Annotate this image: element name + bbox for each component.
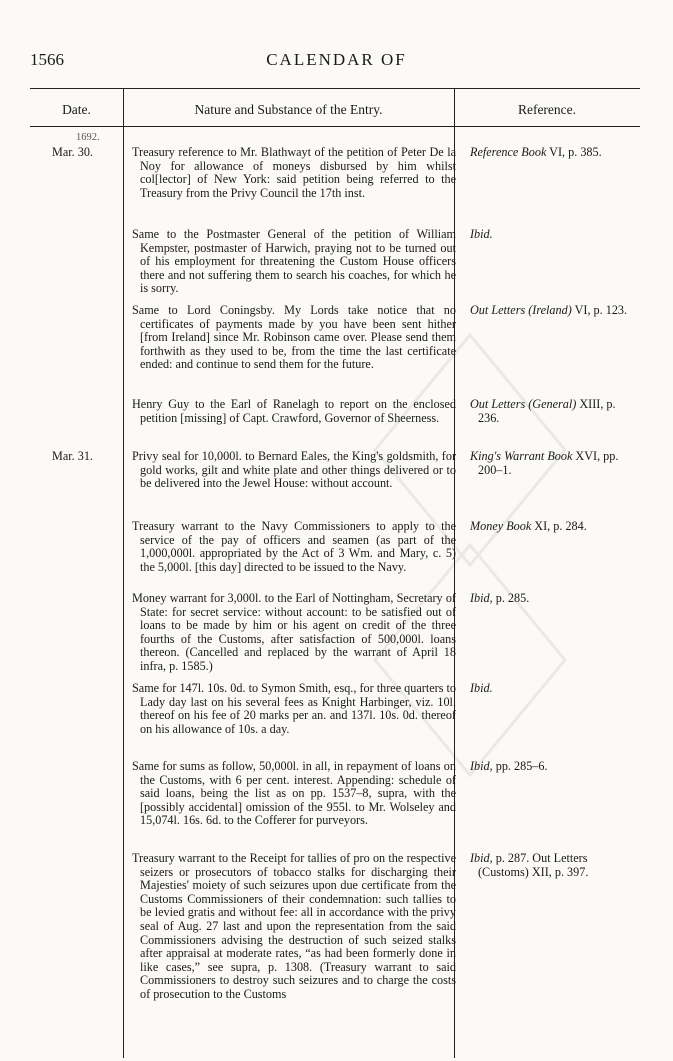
reference-source: Out Letters (Ireland): [470, 303, 572, 317]
calendar-table: [30, 88, 640, 1058]
entry-text: Henry Guy to the Earl of Ranelagh to report on the enclosed petition [missing] of Capt. Crawford, Governor of Sheerness.: [132, 397, 456, 425]
reference-location: , p. 287. Out Letters (Customs) XII, p. 397.: [478, 851, 589, 879]
reference-source: Ibid.: [470, 681, 493, 695]
page-title: CALENDAR OF: [266, 50, 407, 69]
reference-location: XIII, p. 236.: [478, 397, 616, 425]
entry-reference: [470, 228, 634, 242]
entry-reference: [470, 592, 634, 606]
entry-reference: [470, 304, 634, 318]
entry-text: Treasury warrant to the Navy Commissioners to apply to the service of the pay of officers and seamen (as part of the 1,000,000l. appropriated by the Act of 3 Wm. and Mary, c. 5) the 5,000l. [this day] directed to be issued to the Navy.: [132, 519, 456, 574]
entry-text: Same for 147l. 10s. 0d. to Symon Smith, esq., for three quarters to Lady day last on his several fees as Knight Harbinger, viz. 10l. thereof on his fee of 20 marks per an. and 137l. 10s. 0d. thereof on his allowance of 10s. a day.: [132, 681, 456, 736]
entry-text: Treasury warrant to the Receipt for tallies of pro on the respective seizers or prosecutors of tobacco stalks for discharging their Majesties' moiety of such seizures upon due certificate from the Customs Commissioners of their condemnation: such tallies to be levied gratis and without fee: all in accordance with the privy seal of Aug. 27 last and upon the representation from the said Commissioners advising the destruction of such seized stalks after appraisal at moderate rates, “as had been formerly done in like cases,” see supra, p. 1308. (Treasury warrant to said Commissioners to destroy such seizures and to charge the costs of prosecution to the Customs: [132, 851, 456, 1001]
year-mark: 1692.: [76, 132, 100, 143]
reference-source: Ibid.: [470, 227, 493, 241]
page-number: 1566: [30, 50, 64, 69]
column-header-date: Date.: [62, 102, 91, 117]
entry-date: Mar. 31.: [52, 449, 93, 463]
reference-location: , pp. 285–6.: [489, 759, 548, 773]
entry-reference: [470, 398, 634, 425]
reference-location: XVI, pp. 200–1.: [478, 449, 619, 477]
reference-source: Reference Book: [470, 145, 547, 159]
column-header-nature: Nature and Substance of the Entry.: [194, 102, 383, 117]
column-header-reference: Reference.: [517, 102, 577, 117]
reference-source: Out Letters (General): [470, 397, 577, 411]
reference-source: King's Warrant Book: [470, 449, 573, 463]
entry-reference: [470, 450, 634, 477]
entry-text: Same for sums as follow, 50,000l. in all, in repayment of loans on the Customs, with 6 per cent. interest. Appending: schedule of said loans, being the list as on pp. 1537–8, supra, with the [possibly accidental] omission of the 955l. to Mr. Wolseley and 15,074l. 16s. 6d. to the Cofferer for purveyors.: [132, 759, 456, 828]
reference-location: , p. 285.: [489, 591, 530, 605]
header-rule: [30, 126, 640, 127]
column-divider-date: [123, 88, 124, 1058]
entry-reference: [470, 760, 634, 774]
entry-text: Money warrant for 3,000l. to the Earl of Nottingham, Secretary of State: for secret service: without account: to be satisfied out of loans to be made by him or his agent on credit of the three fourths of the Customs, after satisfaction of 500,000l. loans thereon. (Cancelled and replaced by the warrant of April 18 infra, p. 1585.): [132, 591, 456, 673]
entry-text: Same to Lord Coningsby. My Lords take notice that no certificates of payments made by you have been sent hither [from Ireland] since Mr. Robinson came over. Please send them forthwith as they used to be, from the time the last certificate ended: and continue to send them for the future.: [132, 303, 456, 372]
page-header: [30, 50, 643, 72]
entry-reference: [470, 520, 634, 534]
table-top-rule: [30, 88, 640, 89]
reference-source: Ibid: [470, 851, 490, 865]
entry-text: Privy seal for 10,000l. to Bernard Eales, the King's goldsmith, for gold works, gilt and white plate and other things delivered or to be delivered into the Jewel House: without account.: [132, 449, 456, 491]
reference-source: Ibid: [470, 591, 490, 605]
reference-location: VI, p. 385.: [546, 145, 602, 159]
entry-text: Treasury reference to Mr. Blathwayt of the petition of Peter De la Noy for allowance of moneys disbursed by him whilst col[lector] of New York: said petition being referred to the Treasury from the Privy Council the 17th inst.: [132, 145, 456, 200]
entry-text: Same to the Postmaster General of the petition of William Kempster, postmaster of Harwich, praying not to be turned out of his employment for threatening the Custom House officers there and not suffering them to search his coaches, for which he is sorry.: [132, 227, 456, 296]
reference-location: XI, p. 284.: [531, 519, 587, 533]
entry-date: Mar. 30.: [52, 145, 93, 159]
entry-reference: [470, 852, 634, 879]
entry-reference: [470, 682, 634, 696]
reference-location: VI, p. 123.: [571, 303, 628, 317]
reference-source: Money Book: [470, 519, 532, 533]
reference-source: Ibid: [470, 759, 490, 773]
entry-reference: [470, 146, 634, 160]
